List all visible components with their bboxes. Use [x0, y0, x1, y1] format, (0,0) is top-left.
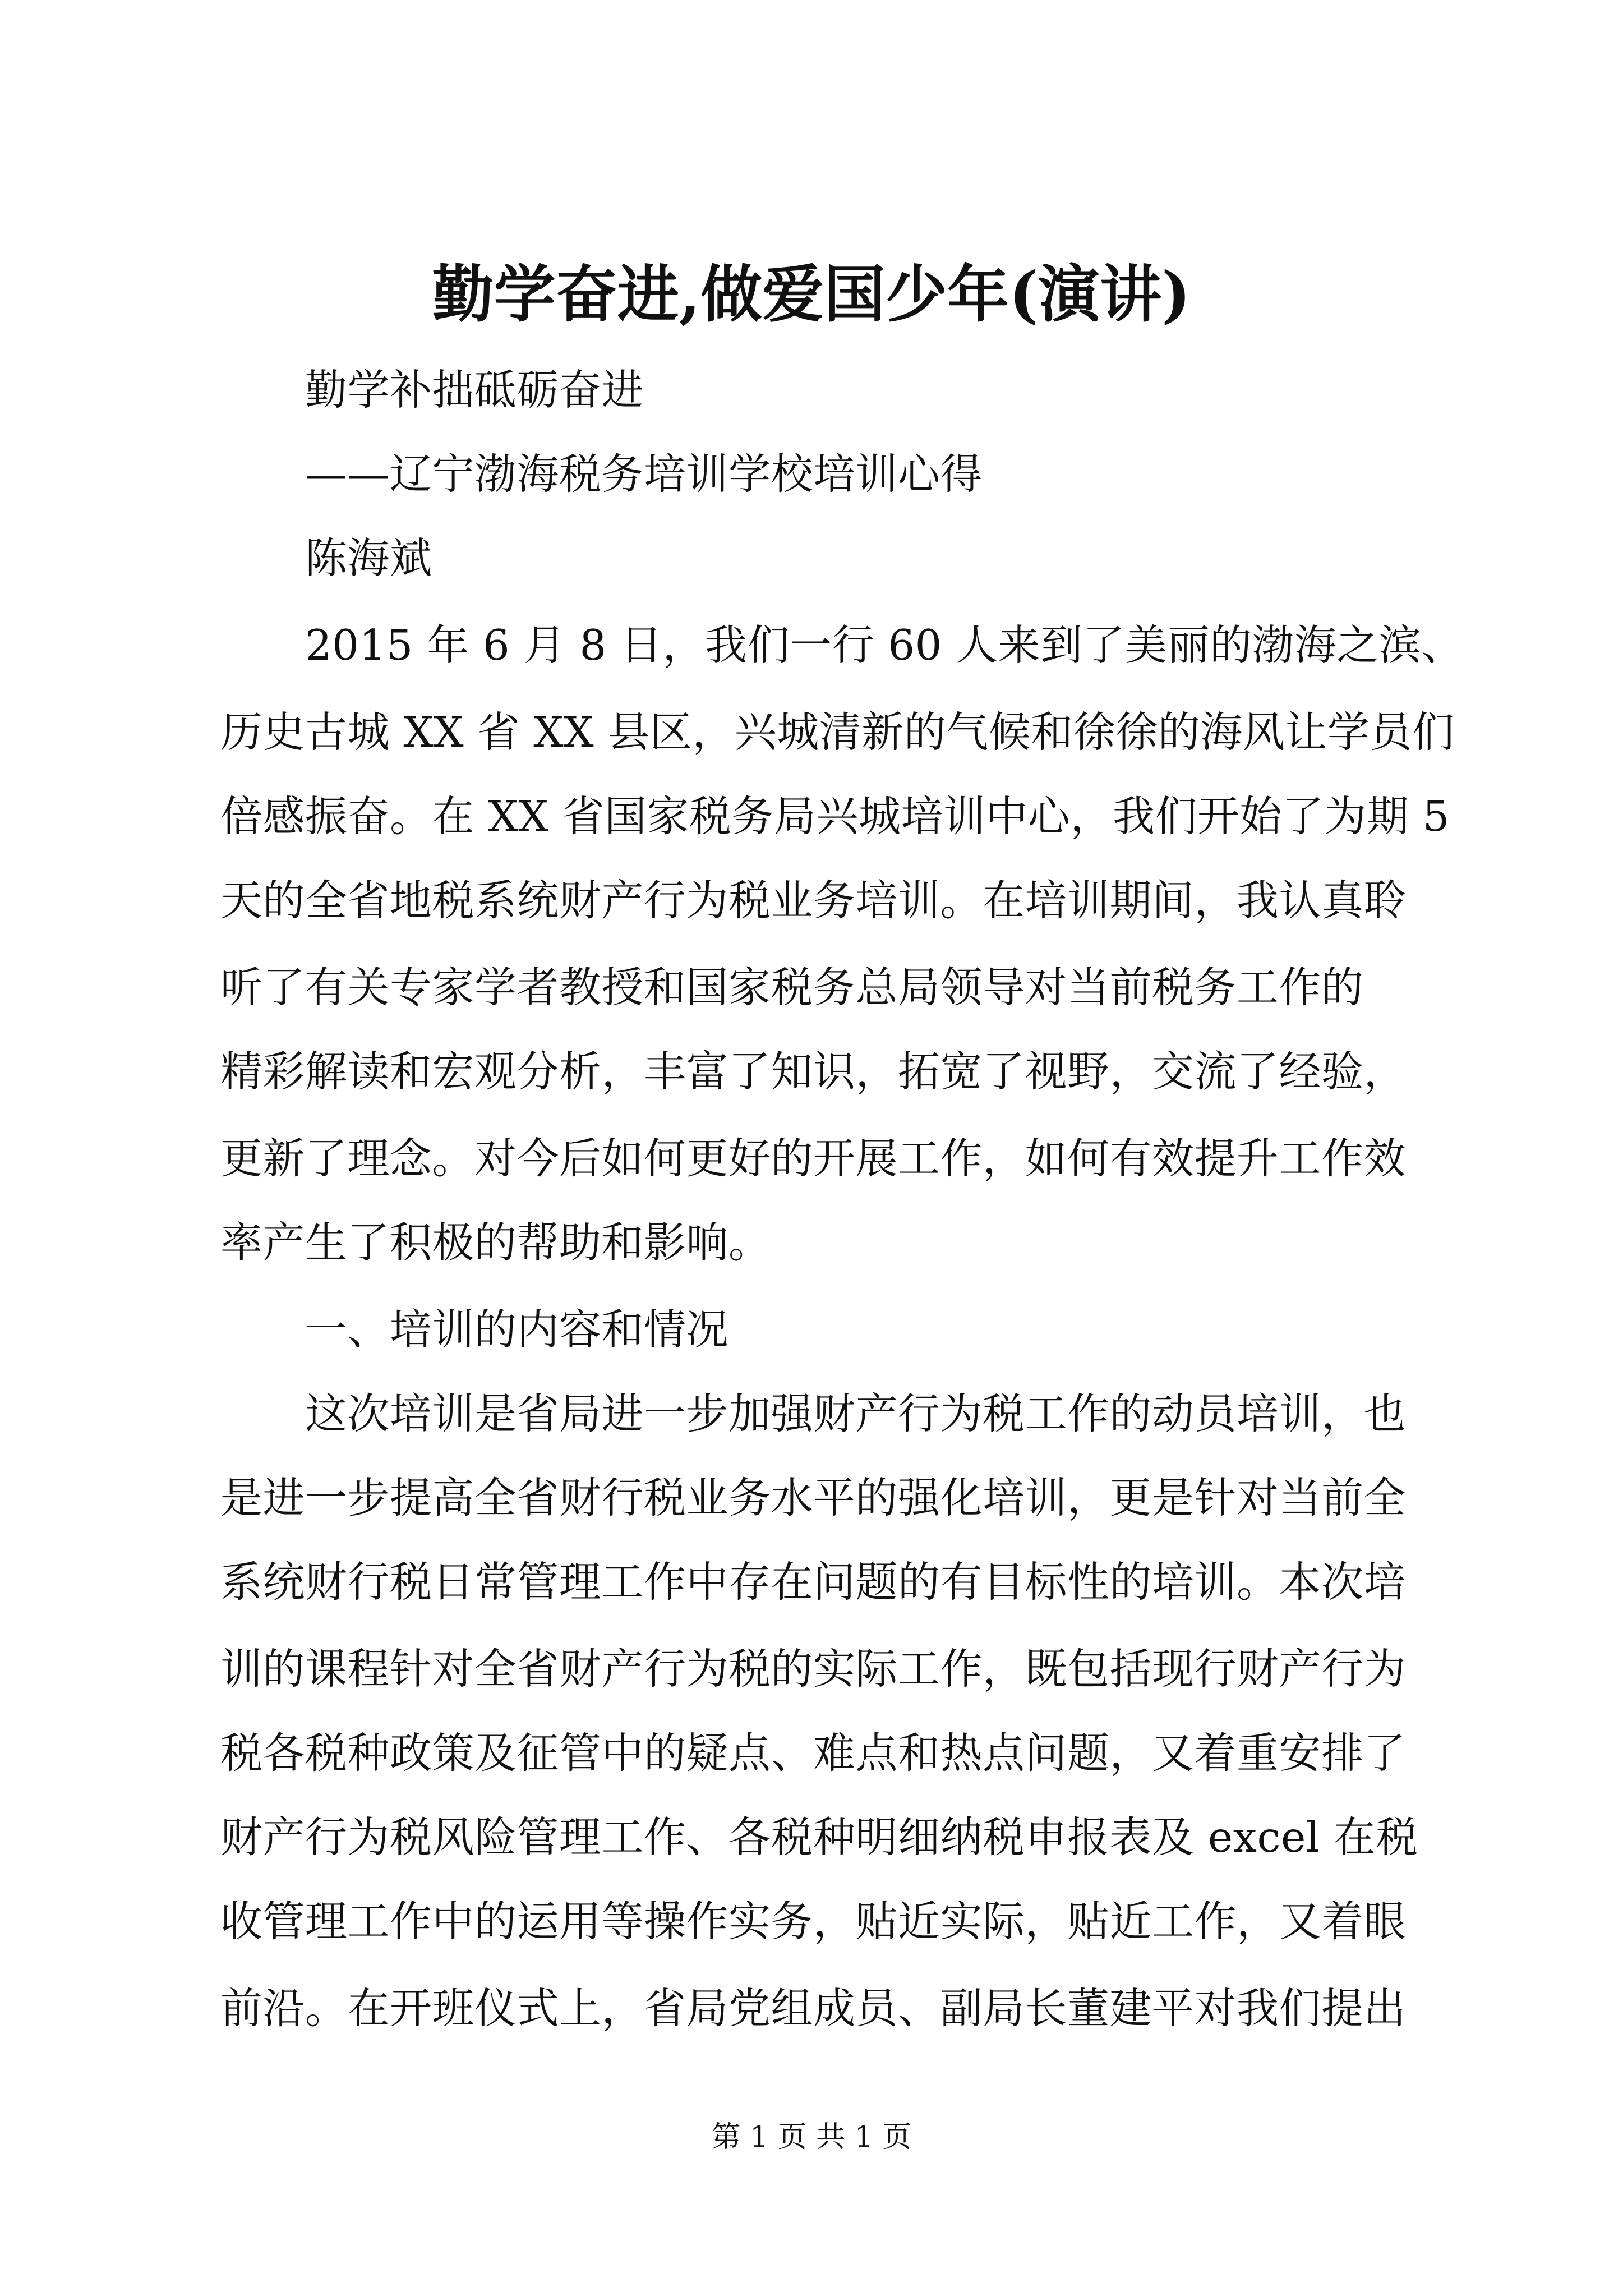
text-line: 历史古城 XX 省 XX 县区，兴城清新的气候和徐徐的海风让学员们: [220, 707, 1455, 757]
text-line: 收管理工作中的运用等操作实务，贴近实际，贴近工作，又着眼: [220, 1897, 1407, 1946]
text-line: ——辽宁渤海税务培训学校培训心得: [220, 449, 983, 499]
text-line: 更新了理念。对今后如何更好的开展工作，如何有效提升工作效: [220, 1134, 1407, 1183]
text-line: 勤学补拙砥砺奋进: [220, 365, 644, 415]
page-footer: 第 1 页 共 1 页: [711, 2120, 912, 2154]
text-line: 2015 年 6 月 8 日，我们一行 60 人来到了美丽的渤海之滨、: [220, 620, 1464, 670]
text-line: 训的课程针对全省财产行为税的实际工作，既包括现行财产行为: [220, 1644, 1407, 1694]
text-line: 精彩解读和宏观分析，丰富了知识，拓宽了视野，交流了经验，: [220, 1047, 1407, 1096]
text-line: 是进一步提高全省财行税业务水平的强化培训，更是针对当前全: [220, 1473, 1407, 1522]
text-line: 财产行为税风险管理工作、各税种明细纳税申报表及 excel 在税: [220, 1812, 1418, 1862]
text-line: 一、培训的内容和情况: [220, 1305, 729, 1354]
document-title: 勤学奋进,做爱国少年(演讲): [432, 258, 1191, 330]
text-line: 系统财行税日常管理工作中存在问题的有目标性的培训。本次培: [220, 1557, 1407, 1607]
text-line: 这次培训是省局进一步加强财产行为税工作的动员培训，也: [220, 1389, 1407, 1438]
text-line: 听了有关专家学者教授和国家税务总局领导对当前税务工作的: [220, 963, 1364, 1012]
text-line: 天的全省地税系统财产行为税业务培训。在培训期间，我认真聆: [220, 876, 1407, 925]
text-line: 陈海斌: [220, 533, 432, 583]
text-line: 税各税种政策及征管中的疑点、难点和热点问题，又着重安排了: [220, 1728, 1407, 1778]
text-line: 倍感振奋。在 XX 省国家税务局兴城培训中心，我们开始了为期 5: [220, 792, 1450, 841]
text-line: 前沿。在开班仪式上，省局党组成员、副局长董建平对我们提出: [220, 1984, 1407, 2033]
text-line: 率产生了积极的帮助和影响。: [220, 1218, 771, 1267]
